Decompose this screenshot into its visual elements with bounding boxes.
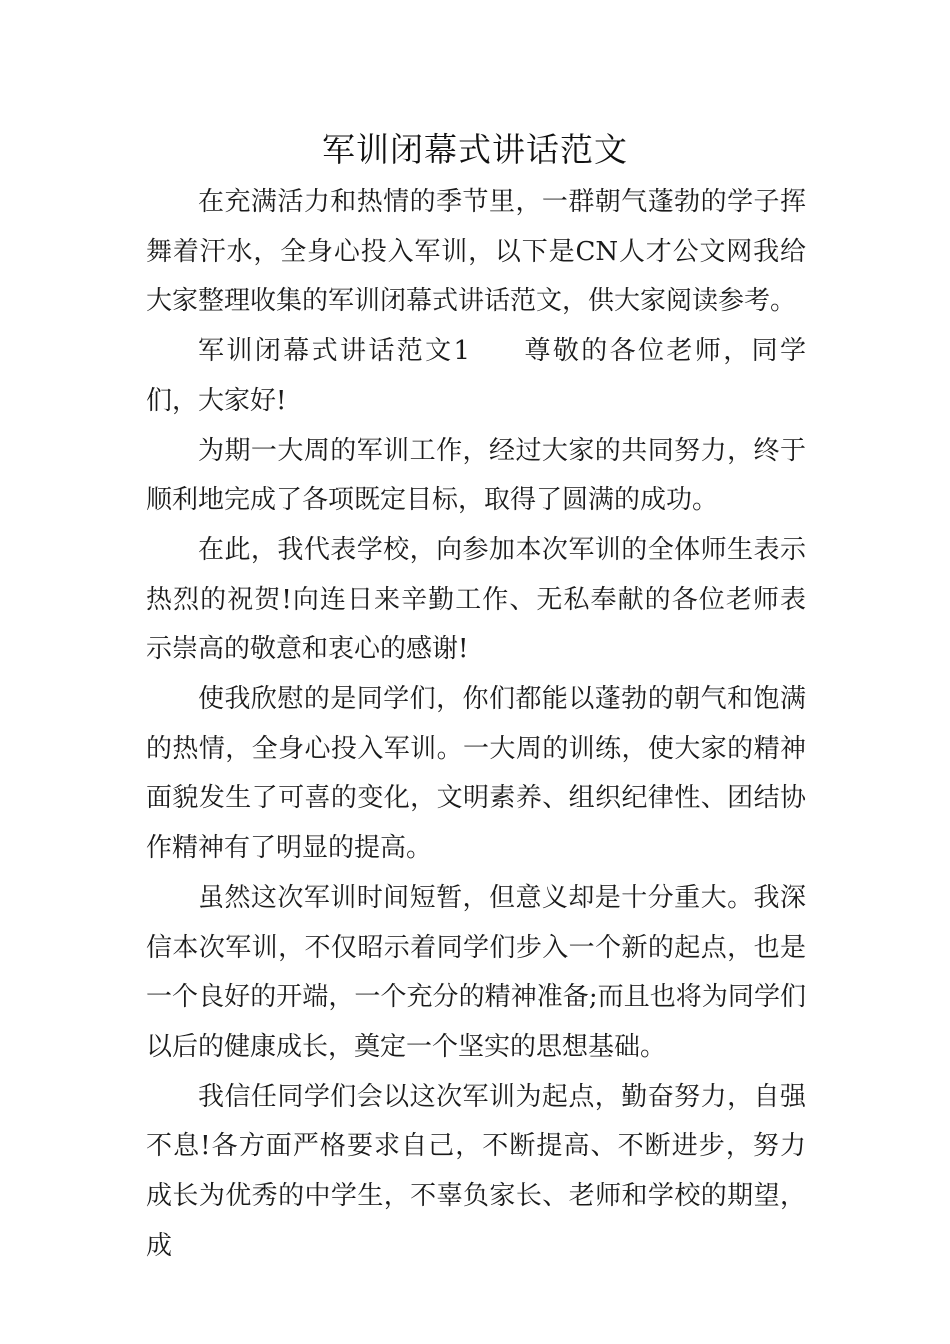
body-paragraph: 我信任同学们会以这次军训为起点，勤奋努力，自强不息!各方面严格要求自己，不断提高、不断进步，努力成长为优秀的中学生，不辜负家长、老师和学校的期望，成 xyxy=(146,1081,806,1261)
document-body xyxy=(146,178,806,1271)
body-paragraph: 使我欣慰的是同学们，你们都能以蓬勃的朝气和饱满的热情，全身心投入军训。一大周的训练，使大家的精神面貌发生了可喜的变化，文明素养、组织纪律性、团结协作精神有了明显的提高。 xyxy=(146,684,806,864)
greeting-text: 尊敬的各位老师，同学们，大家好! xyxy=(146,336,806,416)
body-paragraph: 在此，我代表学校，向参加本次军训的全体师生表示热烈的祝贺!向连日来辛勤工作、无私奉献的各位老师表示崇高的敬意和衷心的感谢! xyxy=(146,534,806,665)
section-heading: 军训闭幕式讲话范文1 xyxy=(198,336,471,367)
body-paragraph: 虽然这次军训时间短暂，但意义却是十分重大。我深信本次军训，不仅昭示着同学们步入一个新的起点，也是一个良好的开端，一个充分的精神准备;而且也将为同学们以后的健康成长，奠定一个坚实的思想基础。 xyxy=(146,882,806,1062)
intro-paragraph: 在充满活力和热情的季节里，一群朝气蓬勃的学子挥舞着汗水，全身心投入军训，以下是CN人才公文网我给大家整理收集的军训闭幕式讲话范文，供大家阅读参考。 xyxy=(146,187,806,317)
section-opening-paragraph xyxy=(146,327,806,426)
body-paragraph: 为期一大周的军训工作，经过大家的共同努力，终于顺利地完成了各项既定目标，取得了圆满的成功。 xyxy=(146,435,806,516)
document-title: 军训闭幕式讲话范文 xyxy=(322,130,628,169)
